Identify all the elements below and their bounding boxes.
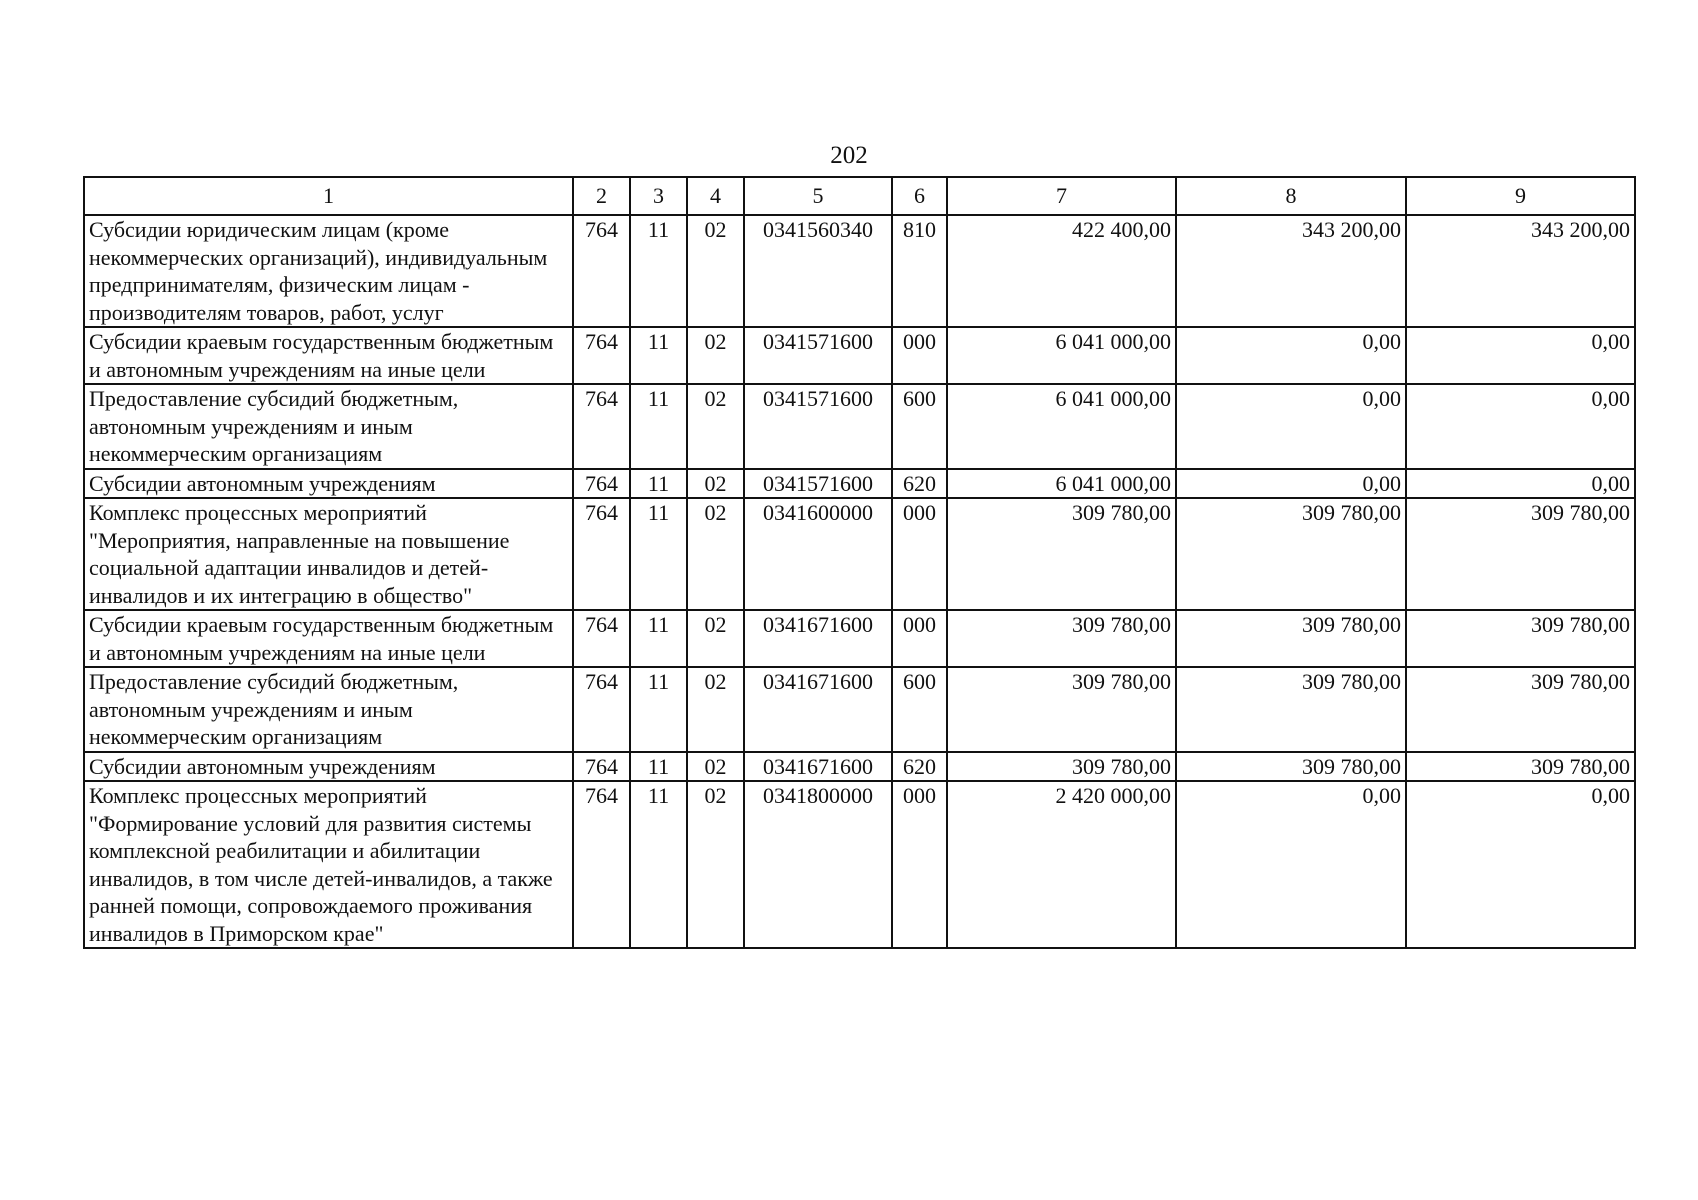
table-row	[84, 469, 1635, 499]
column-header: 2	[573, 177, 630, 215]
budget-table	[83, 176, 1636, 949]
row-description: Предоставление субсидий бюджетным, автономным учреждениям и иным некоммерческим организациям	[84, 667, 573, 752]
subsection-code: 02	[687, 667, 744, 752]
row-description: Комплекс процессных мероприятий "Формирование условий для развития системы комплексной реабилитации и абилитации инвалидов, в том числе детей-инвалидов, а также ранней помощи, сопровождаемого проживания инвалидов в Приморском крае"	[84, 781, 573, 948]
target-article-code: 0341571600	[744, 384, 892, 469]
section-code: 11	[630, 215, 687, 327]
amount-column-7: 309 780,00	[947, 610, 1176, 667]
amount-column-7: 309 780,00	[947, 498, 1176, 610]
expense-type-code: 000	[892, 781, 947, 948]
section-code: 11	[630, 384, 687, 469]
table-row	[84, 215, 1635, 327]
section-code: 11	[630, 610, 687, 667]
amount-column-7: 6 041 000,00	[947, 384, 1176, 469]
row-description: Комплекс процессных мероприятий "Мероприятия, направленные на повышение социальной адаптации инвалидов и детей-инвалидов и их интеграцию в общество"	[84, 498, 573, 610]
ministry-code: 764	[573, 384, 630, 469]
amount-column-9: 0,00	[1406, 469, 1635, 499]
amount-column-9: 309 780,00	[1406, 752, 1635, 782]
amount-column-7: 6 041 000,00	[947, 469, 1176, 499]
column-header: 8	[1176, 177, 1406, 215]
row-description: Предоставление субсидий бюджетным, автономным учреждениям и иным некоммерческим организациям	[84, 384, 573, 469]
amount-column-7: 309 780,00	[947, 752, 1176, 782]
amount-column-9: 309 780,00	[1406, 667, 1635, 752]
amount-column-7: 309 780,00	[947, 667, 1176, 752]
amount-column-9: 0,00	[1406, 781, 1635, 948]
ministry-code: 764	[573, 215, 630, 327]
table-row	[84, 752, 1635, 782]
expense-type-code: 000	[892, 498, 947, 610]
amount-column-8: 309 780,00	[1176, 752, 1406, 782]
target-article-code: 0341671600	[744, 752, 892, 782]
section-code: 11	[630, 752, 687, 782]
amount-column-8: 343 200,00	[1176, 215, 1406, 327]
section-code: 11	[630, 469, 687, 499]
target-article-code: 0341571600	[744, 469, 892, 499]
subsection-code: 02	[687, 215, 744, 327]
column-header: 4	[687, 177, 744, 215]
subsection-code: 02	[687, 781, 744, 948]
amount-column-9: 0,00	[1406, 384, 1635, 469]
section-code: 11	[630, 327, 687, 384]
section-code: 11	[630, 667, 687, 752]
row-description: Субсидии автономным учреждениям	[84, 469, 573, 499]
expense-type-code: 810	[892, 215, 947, 327]
table-row	[84, 498, 1635, 610]
table-row	[84, 781, 1635, 948]
table-row	[84, 667, 1635, 752]
amount-column-9: 309 780,00	[1406, 498, 1635, 610]
subsection-code: 02	[687, 469, 744, 499]
row-description: Субсидии юридическим лицам (кроме некоммерческих организаций), индивидуальным предпринимателям, физическим лицам - производителям товаров, работ, услуг	[84, 215, 573, 327]
amount-column-8: 309 780,00	[1176, 667, 1406, 752]
table-row	[84, 384, 1635, 469]
ministry-code: 764	[573, 327, 630, 384]
expense-type-code: 620	[892, 752, 947, 782]
header-row	[84, 177, 1635, 215]
amount-column-7: 6 041 000,00	[947, 327, 1176, 384]
amount-column-9: 309 780,00	[1406, 610, 1635, 667]
page-number: 202	[830, 142, 868, 169]
target-article-code: 0341600000	[744, 498, 892, 610]
ministry-code: 764	[573, 781, 630, 948]
amount-column-8: 309 780,00	[1176, 610, 1406, 667]
row-description: Субсидии автономным учреждениям	[84, 752, 573, 782]
amount-column-7: 422 400,00	[947, 215, 1176, 327]
column-header: 5	[744, 177, 892, 215]
ministry-code: 764	[573, 752, 630, 782]
amount-column-8: 0,00	[1176, 384, 1406, 469]
expense-type-code: 600	[892, 667, 947, 752]
amount-column-8: 0,00	[1176, 327, 1406, 384]
row-description: Субсидии краевым государственным бюджетным и автономным учреждениям на иные цели	[84, 610, 573, 667]
target-article-code: 0341800000	[744, 781, 892, 948]
amount-column-7: 2 420 000,00	[947, 781, 1176, 948]
expense-type-code: 000	[892, 610, 947, 667]
expense-type-code: 620	[892, 469, 947, 499]
target-article-code: 0341671600	[744, 667, 892, 752]
subsection-code: 02	[687, 327, 744, 384]
column-header: 3	[630, 177, 687, 215]
subsection-code: 02	[687, 752, 744, 782]
ministry-code: 764	[573, 610, 630, 667]
column-header: 1	[84, 177, 573, 215]
section-code: 11	[630, 498, 687, 610]
section-code: 11	[630, 781, 687, 948]
subsection-code: 02	[687, 610, 744, 667]
expense-type-code: 000	[892, 327, 947, 384]
expense-type-code: 600	[892, 384, 947, 469]
subsection-code: 02	[687, 498, 744, 610]
target-article-code: 0341671600	[744, 610, 892, 667]
target-article-code: 0341560340	[744, 215, 892, 327]
subsection-code: 02	[687, 384, 744, 469]
table-row	[84, 610, 1635, 667]
amount-column-8: 309 780,00	[1176, 498, 1406, 610]
amount-column-8: 0,00	[1176, 781, 1406, 948]
column-header: 7	[947, 177, 1176, 215]
amount-column-8: 0,00	[1176, 469, 1406, 499]
table-row	[84, 327, 1635, 384]
column-header: 9	[1406, 177, 1635, 215]
ministry-code: 764	[573, 667, 630, 752]
ministry-code: 764	[573, 498, 630, 610]
ministry-code: 764	[573, 469, 630, 499]
row-description: Субсидии краевым государственным бюджетным и автономным учреждениям на иные цели	[84, 327, 573, 384]
column-header: 6	[892, 177, 947, 215]
amount-column-9: 343 200,00	[1406, 215, 1635, 327]
target-article-code: 0341571600	[744, 327, 892, 384]
amount-column-9: 0,00	[1406, 327, 1635, 384]
